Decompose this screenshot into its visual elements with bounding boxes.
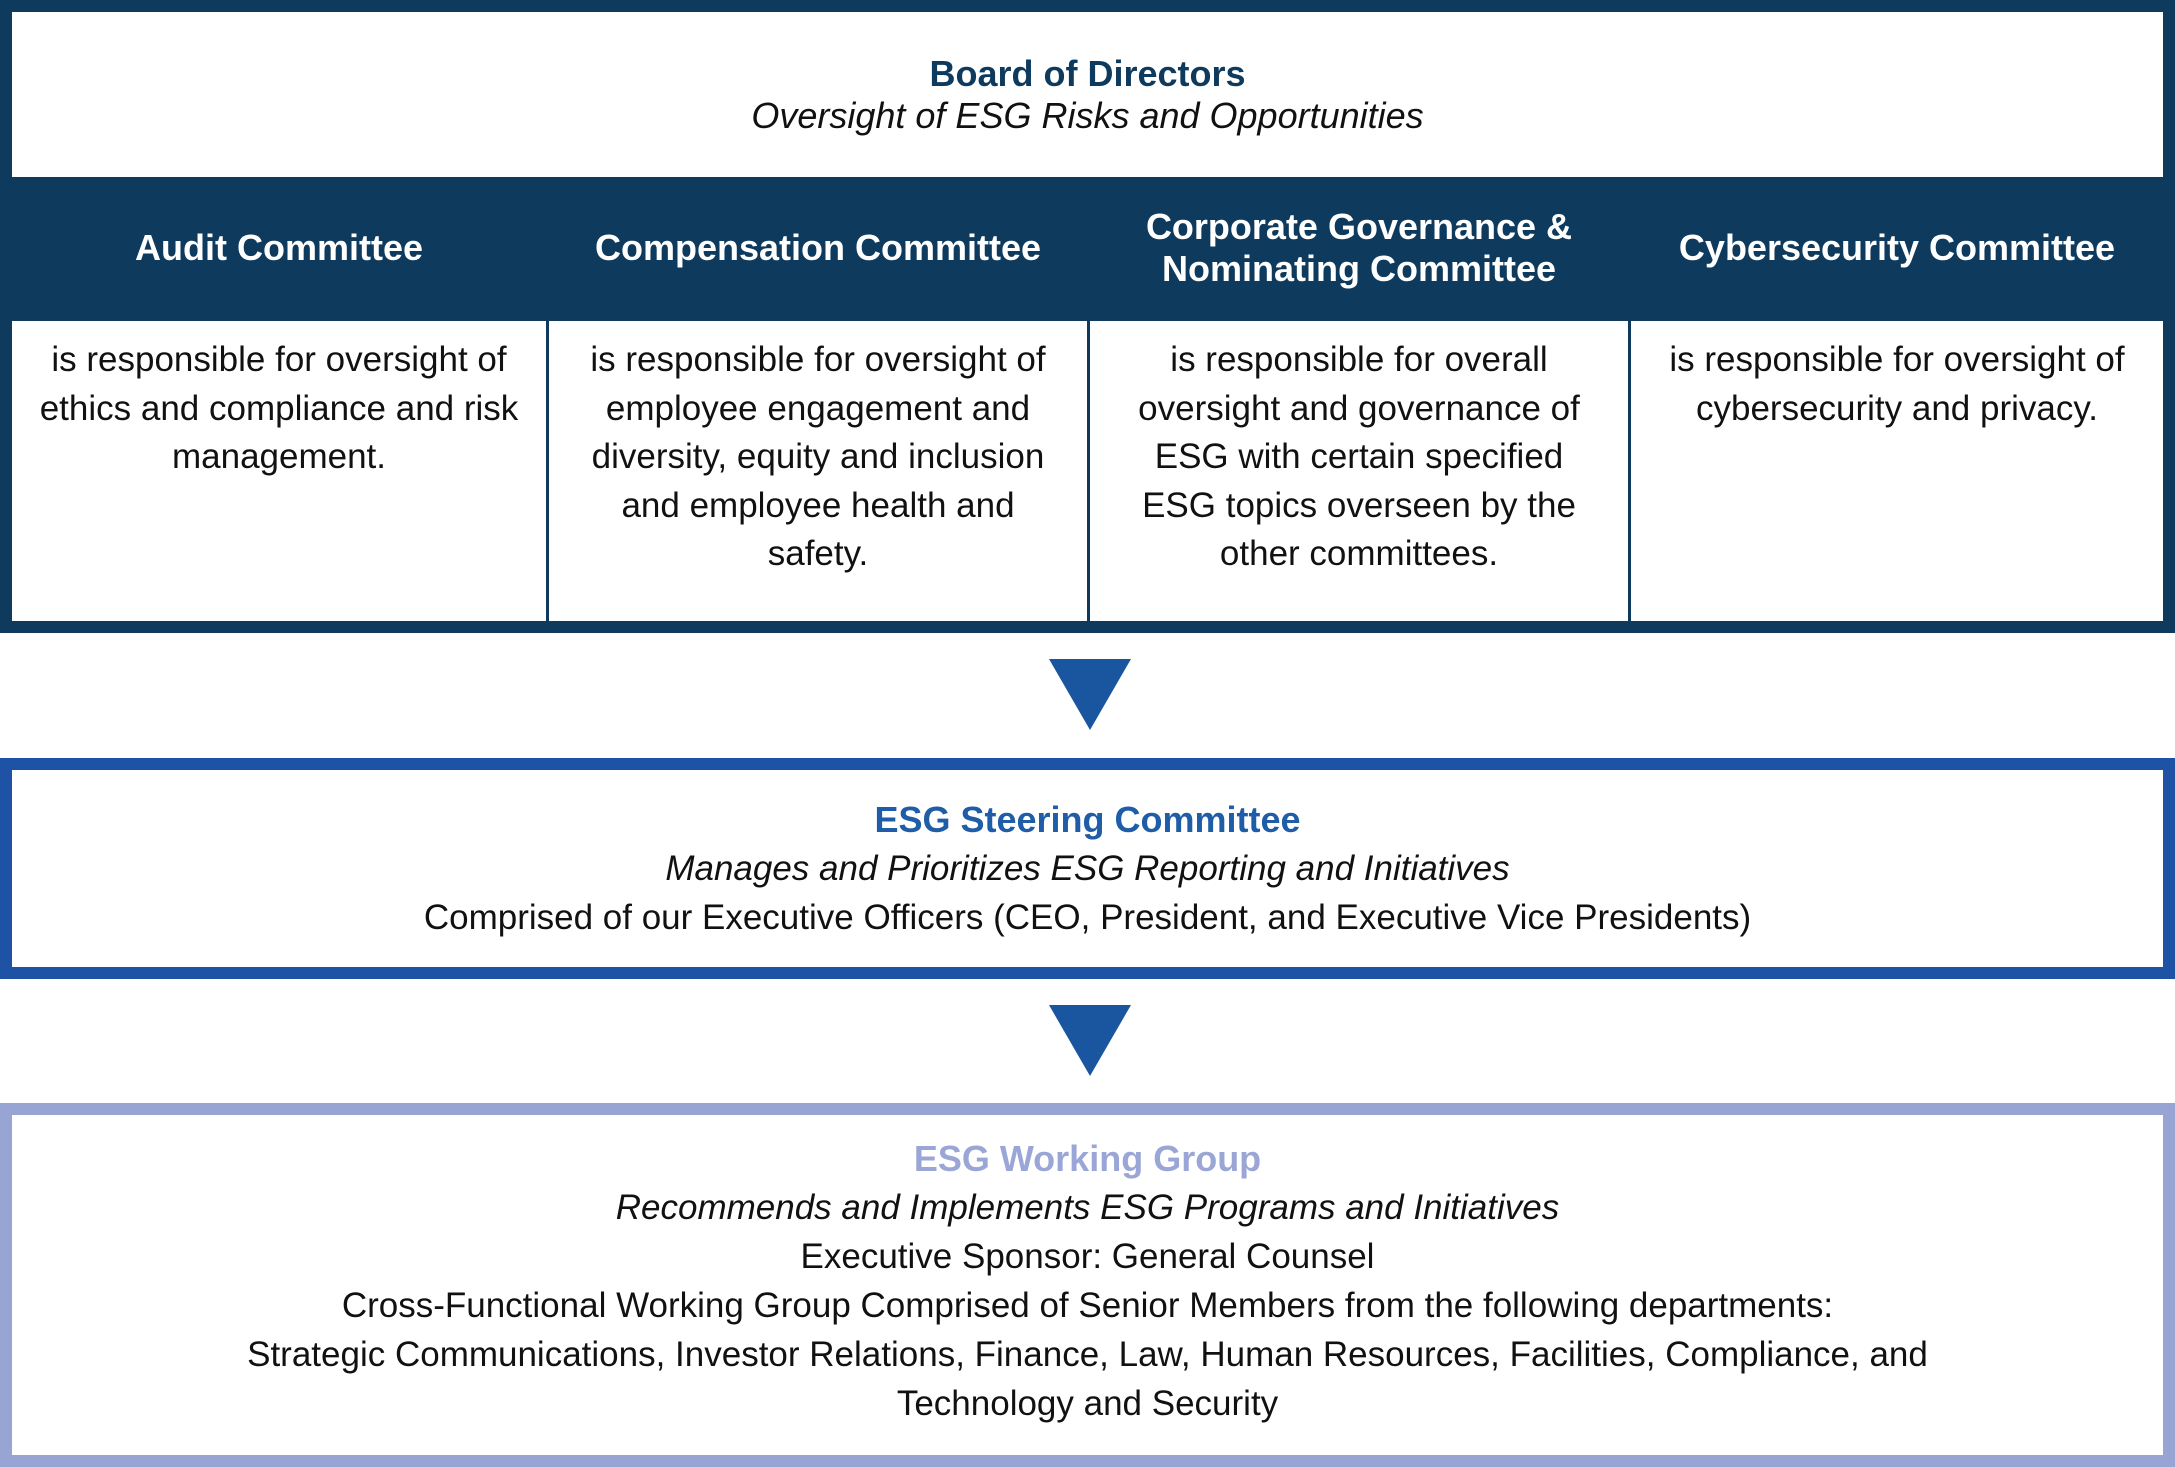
board-header (12, 12, 2163, 177)
steering-subtitle: Manages and Prioritizes ESG Reporting and Initiatives (665, 849, 1510, 888)
working-group-title: ESG Working Group (913, 1137, 1262, 1179)
committee-header-governance (1090, 177, 1628, 319)
committee-name: Corporate Governance & Nominating Committee (1145, 206, 1573, 289)
committee-name: Compensation Committee (594, 227, 1042, 268)
committee-name: Cybersecurity Committee (1678, 227, 2116, 268)
committee-description-audit: is responsible for oversight of ethics and compliance and risk management. (12, 321, 546, 621)
committee-header-compensation (549, 177, 1087, 319)
committee-name: Audit Committee (135, 227, 423, 268)
board-subtitle: Oversight of ESG Risks and Opportunities (751, 94, 1424, 136)
down-arrow-icon (1049, 1005, 1131, 1076)
working-group-box (0, 1103, 2175, 1467)
board-title: Board of Directors (929, 52, 1246, 94)
working-group-sponsor: Executive Sponsor: General Counsel (800, 1237, 1375, 1277)
steering-composition: Comprised of our Executive Officers (CEO, President, and Executive Vice Presidents) (423, 898, 1752, 937)
committee-description-cybersecurity: is responsible for oversight of cybersecurity and privacy. (1631, 321, 2163, 621)
steering-title: ESG Steering Committee (874, 799, 1301, 840)
committee-description-governance: is responsible for overall oversight and governance of ESG with certain specified ESG topics overseen by the other committees. (1090, 321, 1628, 621)
committee-description-compensation: is responsible for oversight of employee engagement and diversity, equity and inclusion and employee health and safety. (549, 321, 1087, 621)
committee-header-audit (12, 177, 546, 319)
working-group-composition: Cross-Functional Working Group Comprised of Senior Members from the following departments: (341, 1286, 1834, 1326)
working-group-departments: Strategic Communications, Investor Relations, Finance, Law, Human Resources, Facilities, Compliance, and Technology and Security (247, 1335, 1928, 1424)
committee-header-cybersecurity (1631, 177, 2163, 319)
down-arrow-icon (1049, 659, 1131, 730)
steering-committee-box (0, 758, 2175, 979)
working-group-subtitle: Recommends and Implements ESG Programs and Initiatives (615, 1188, 1560, 1228)
